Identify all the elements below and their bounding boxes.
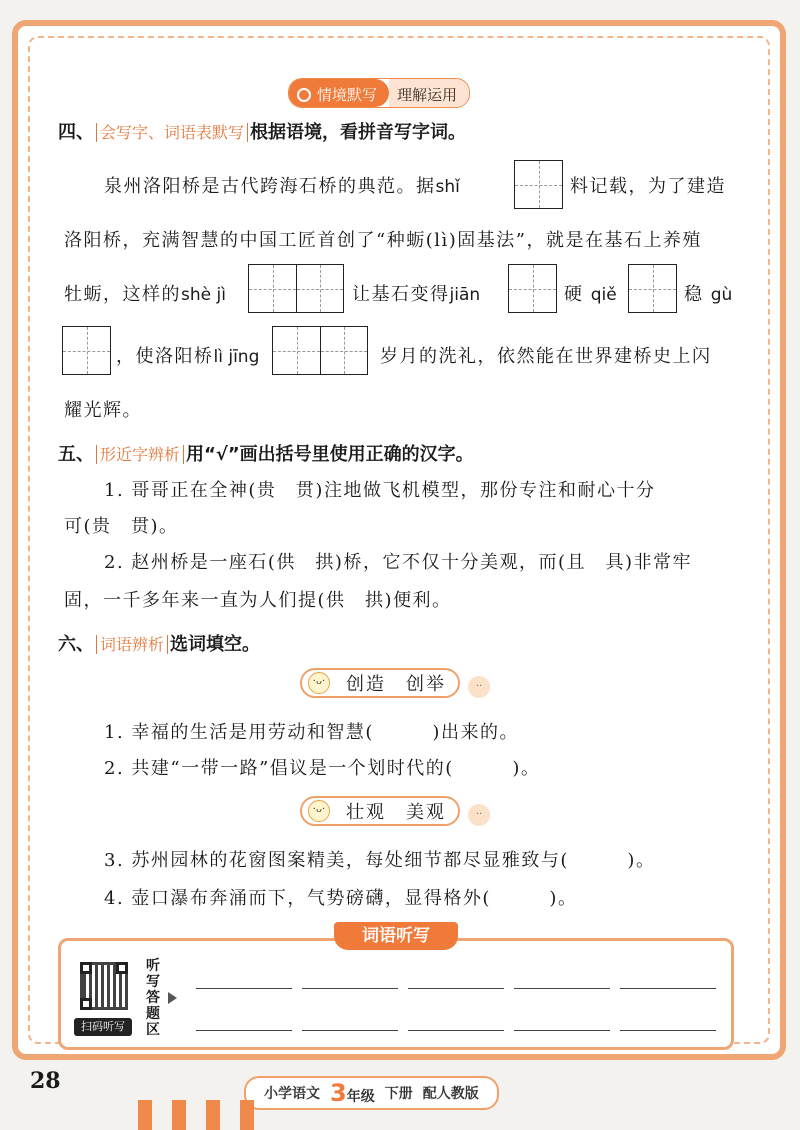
section5-number: 五、: [58, 444, 94, 465]
s4-line2: 洛阳桥，充满智慧的中国工匠首创了“种蛎(lì)固基法”，就是在基石上养殖: [64, 230, 702, 251]
s5-item1-line1: 1. 哥哥正在全神(贵 贯)注地做飞机模型，那份专注和耐心十分: [104, 480, 656, 501]
s4-line5: 耀光辉。: [64, 400, 142, 421]
s4-l3-text-d: 稳: [684, 284, 704, 305]
s4-l3-pinyin4: gù: [710, 285, 733, 305]
qr-corner: [80, 998, 92, 1010]
answer-line[interactable]: [408, 988, 504, 989]
s4-line4-b: 岁月的洗礼，依然能在世界建桥史上闪: [380, 346, 712, 367]
section-header-pill: [288, 78, 470, 108]
s4-line3-d: [684, 280, 732, 306]
answer-line[interactable]: [620, 988, 716, 989]
s4-l3-text-a: 牡蛎，这样的: [64, 284, 181, 305]
section6-tag: 词语辨析: [96, 635, 168, 654]
answer-line[interactable]: [302, 1030, 398, 1031]
s5-item2-line1: 2. 赵州桥是一座石(供 拱)桥，它不仅十分美观，而(且 具)非常牢: [104, 552, 692, 573]
s4-l3-pinyin1: shè jì: [181, 285, 226, 305]
sun-icon: ·ᴗ·: [308, 800, 330, 822]
answer-line[interactable]: [196, 1030, 292, 1031]
section4-number: 四、: [58, 122, 94, 143]
decorative-bars: [138, 1100, 254, 1130]
footer-grade-unit: 年级: [346, 1089, 375, 1105]
section6-instruction: 选词填空。: [170, 634, 261, 655]
writing-box-qie[interactable]: [628, 264, 677, 313]
writing-box-gu[interactable]: [62, 326, 111, 375]
qr-corner: [116, 962, 128, 974]
answer-area-label: 听写答题区: [146, 958, 160, 1038]
answer-line[interactable]: [514, 988, 610, 989]
section5-instruction: 用“√”画出括号里使用正确的汉字。: [186, 444, 474, 465]
qr-corner: [80, 962, 92, 974]
footer-edition: 配人教版: [422, 1086, 479, 1102]
s6-sentence4: 4. 壶口瀑布奔涌而下，气势磅礴，显得格外( )。: [104, 888, 578, 909]
word-bank-2: [300, 796, 460, 826]
s6-sentence3: 3. 苏州园林的花窗图案精美，每处细节都尽显雅致与( )。: [104, 850, 656, 871]
s4-line4-a: [116, 342, 259, 368]
section4-heading: [58, 118, 466, 144]
section6-number: 六、: [58, 634, 94, 655]
s4-l1-text-b: 料记载，为了建造: [570, 176, 726, 197]
s6-sentence2: 2. 共建“一带一路”倡议是一个划时代的( )。: [104, 758, 541, 779]
moon-icon: ··: [468, 804, 490, 826]
dictation-title: 词语听写: [334, 922, 458, 950]
s4-line3-a: [64, 280, 226, 306]
s5-item2-line2: 固，一千多年来一直为人们提(供 拱)便利。: [64, 590, 452, 611]
answer-line[interactable]: [514, 1030, 610, 1031]
writing-box-lijing[interactable]: [272, 326, 368, 375]
s4-l3-text-b: 让基石变得: [352, 284, 450, 305]
s4-l1-text-a: 泉州洛阳桥是古代跨海石桥的典范。据: [104, 176, 436, 197]
s4-l3-text-c: 硬: [564, 284, 584, 305]
s6-sentence1: 1. 幸福的生活是用劳动和智慧( )出来的。: [104, 722, 519, 743]
sun-icon: ·ᴗ·: [308, 672, 330, 694]
footer-volume: 下册: [384, 1086, 413, 1102]
page-number: 28: [30, 1068, 61, 1094]
header-left: [289, 79, 389, 107]
s4-l1-pinyin: shǐ: [435, 177, 460, 197]
moon-icon: ··: [468, 676, 490, 698]
word-bank-1: [300, 668, 460, 698]
footer-subject: 小学语文: [264, 1086, 320, 1102]
word-bank-2-text: 壮观 美观: [346, 802, 446, 823]
answer-line[interactable]: [196, 988, 292, 989]
footer-grade-number: 3: [330, 1079, 347, 1107]
answer-line[interactable]: [620, 1030, 716, 1031]
s4-l4-text-a: ，使洛阳桥: [116, 346, 214, 367]
section5-heading: [58, 440, 474, 466]
answer-line[interactable]: [408, 1030, 504, 1031]
header-right-label: 理解运用: [389, 79, 469, 107]
section5-tag: 形近字辨析: [96, 445, 184, 464]
medal-icon: [297, 88, 311, 102]
s4-line1: [104, 172, 460, 198]
header-left-label: 情境默写: [317, 86, 378, 104]
s4-line3-b: [352, 280, 480, 306]
word-bank-1-text: 创造 创举: [346, 674, 446, 695]
section4-instruction: 根据语境，看拼音写字词。: [250, 122, 467, 143]
section6-heading: [58, 630, 260, 656]
writing-box-shi[interactable]: [514, 160, 563, 209]
writing-box-sheji[interactable]: [248, 264, 344, 313]
section4-tag: 会写字、词语表默写: [96, 123, 248, 142]
arrow-right-icon: [168, 992, 177, 1004]
writing-box-jian[interactable]: [508, 264, 557, 313]
s4-l3-pinyin2: jiān: [449, 285, 481, 305]
s4-l4-pinyin: lì jīng: [213, 347, 260, 367]
footer-book-info: [244, 1076, 499, 1110]
scan-label: 扫码听写: [74, 1018, 132, 1036]
answer-line[interactable]: [302, 988, 398, 989]
s4-l3-pinyin3: qiě: [590, 285, 617, 305]
s5-item1-line2: 可(贵 贯)。: [64, 516, 179, 537]
s4-line3-c: [564, 280, 617, 306]
